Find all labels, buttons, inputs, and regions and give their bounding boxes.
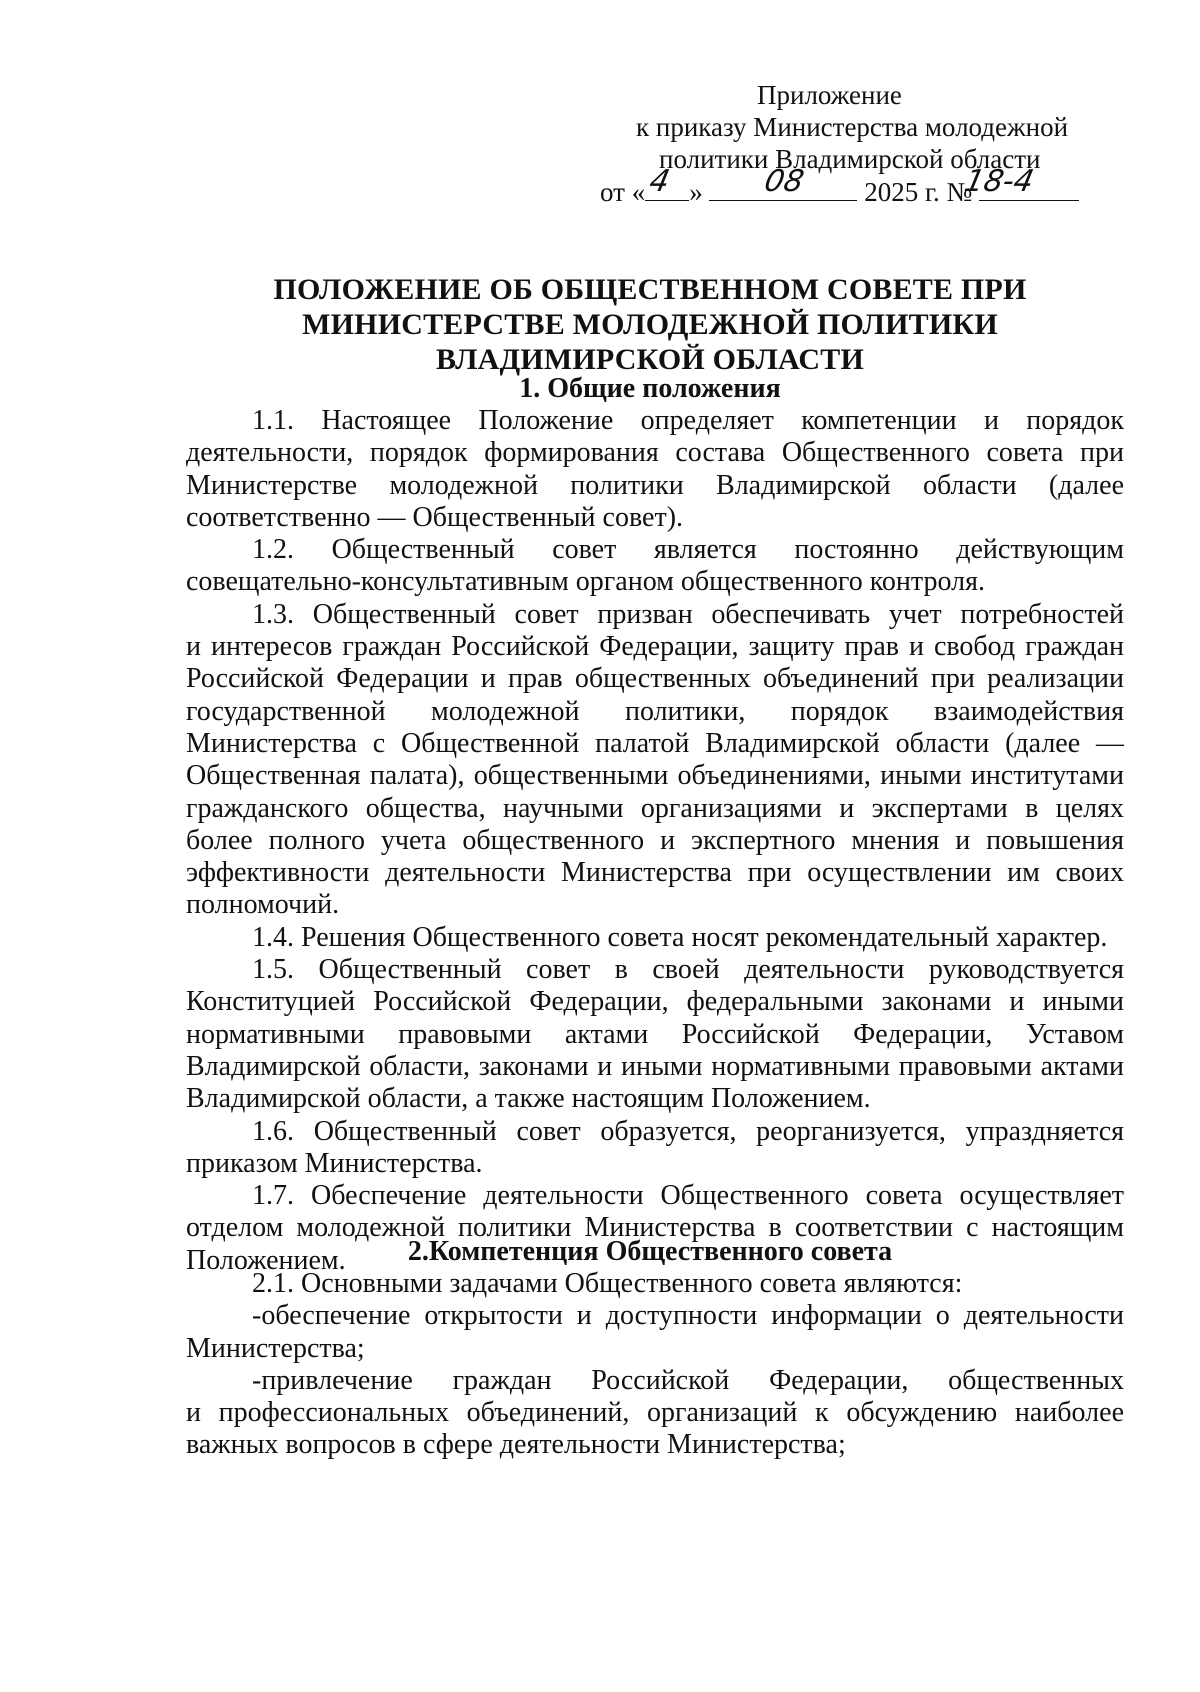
paragraph-line: 1.3. Общественный совет призван обеспечивать учет потребностей (252, 598, 1124, 630)
title-line-1: ПОЛОЖЕНИЕ ОБ ОБЩЕСТВЕННОМ СОВЕТЕ ПРИ (273, 273, 1027, 306)
paragraph-line: совещательно-консультативным органом общественного контроля. (186, 566, 985, 598)
paragraph-line: более полного учета общественного и экспертного мнения и повышения (186, 824, 1124, 856)
section2-paragraph-p1 (186, 1268, 1124, 1300)
paragraph-line: и профессиональных объединений, организаций к обсуждению наиболее (186, 1397, 1124, 1429)
paragraph-line: 1.1. Настоящее Положение определяет компетенции и порядок (252, 405, 1124, 436)
paragraph-line: эффективности деятельности Министерства при осуществлении им своих (186, 857, 1124, 889)
paragraph-line: 1.7. Обеспечение деятельности Общественного совета осуществляет (252, 1180, 1124, 1212)
paragraph-line: -привлечение граждан Российской Федерации, общественных (252, 1364, 1124, 1396)
date-prefix: от « (600, 177, 646, 207)
title-line-3: ВЛАДИМИРСКОЙ ОБЛАСТИ (436, 343, 864, 376)
title-line-2: МИНИСТЕРСТВЕ МОЛОДЕЖНОЙ ПОЛИТИКИ (302, 308, 998, 341)
section1-paragraph-p5 (186, 954, 1124, 1115)
paragraph-line: 1.5. Общественный совет в своей деятельности руководствуется (252, 954, 1124, 986)
paragraph-line: нормативными правовыми актами Российской Федерации, Уставом (186, 1018, 1124, 1050)
paragraph-line: приказом Министерства. (186, 1147, 483, 1179)
appendix-line-3: политики Владимирской области (659, 144, 1041, 174)
handwritten-month: 08 (761, 164, 807, 199)
paragraph-line: деятельности, порядок формирования состава Общественного совета при (186, 437, 1124, 469)
handwritten-day: 4 (646, 164, 673, 199)
section-2-body (186, 1268, 1124, 1462)
section-2-heading: 2.Компетенция Общественного совета (407, 1236, 893, 1267)
paragraph-line: Общественная палата), общественными объединениями, иными институтами (186, 760, 1124, 792)
paragraph-line: Владимирской области, законами и иными нормативными правовыми актами (186, 1050, 1124, 1082)
appendix-line-1: Приложение (757, 80, 902, 110)
paragraph-line: 2.1. Основными задачами Общественного совета являются: (252, 1268, 963, 1299)
paragraph-line: соответственно — Общественный совет). (186, 501, 684, 533)
section-1-body (186, 405, 1124, 1277)
paragraph-line: 1.2. Общественный совет является постоянно действующим (252, 534, 1124, 566)
paragraph-line: Министерства с Общественной палатой Владимирской области (далее — (186, 727, 1124, 759)
section1-paragraph-p4 (186, 922, 1124, 954)
paragraph-line: Российской Федерации и прав общественных объединений при реализации (186, 663, 1124, 695)
section1-paragraph-p1 (186, 405, 1124, 534)
date-mid: » (689, 177, 703, 207)
paragraph-line: полномочий. (186, 889, 340, 921)
paragraph-line: Владимирской области, а также настоящим Положением. (186, 1083, 871, 1115)
paragraph-line: важных вопросов в сфере деятельности Министерства; (186, 1429, 846, 1461)
section2-paragraph-p2 (186, 1300, 1124, 1365)
paragraph-line: Министерстве молодежной политики Владимирской области (далее (186, 469, 1124, 501)
paragraph-line: отделом молодежной политики Министерства в соответствии с настоящим (186, 1212, 1124, 1244)
paragraph-line: Конституцией Российской Федерации, федеральными законами и иными (186, 986, 1124, 1018)
paragraph-line: 1.6. Общественный совет образуется, реорганизуется, упраздняется (252, 1115, 1124, 1147)
section2-paragraph-p3 (186, 1365, 1124, 1462)
paragraph-line: 1.4. Решения Общественного совета носят рекомендательный характер. (252, 921, 1108, 953)
section1-paragraph-p6 (186, 1116, 1124, 1181)
paragraph-line: Положением. (186, 1244, 346, 1276)
paragraph-line: Министерства; (186, 1332, 365, 1364)
paragraph-line: -обеспечение открытости и доступности информации о деятельности (252, 1300, 1124, 1332)
section1-paragraph-p3 (186, 599, 1124, 922)
paragraph-line: и интересов граждан Российской Федерации, защиту прав и свобод граждан (186, 631, 1124, 663)
document-title (180, 272, 1120, 377)
handwritten-number: 18-4 (961, 164, 1037, 199)
date-year: 2025 г. № (864, 177, 973, 207)
paragraph-line: государственной молодежной политики, порядок взаимодействия (186, 695, 1124, 727)
appendix-line-2: к приказу Министерства молодежной (636, 112, 1069, 142)
paragraph-line: гражданского общества, научными организациями и экспертами в целях (186, 792, 1124, 824)
section-1-heading: 1. Общие положения (519, 373, 781, 404)
section1-paragraph-p2 (186, 534, 1124, 599)
